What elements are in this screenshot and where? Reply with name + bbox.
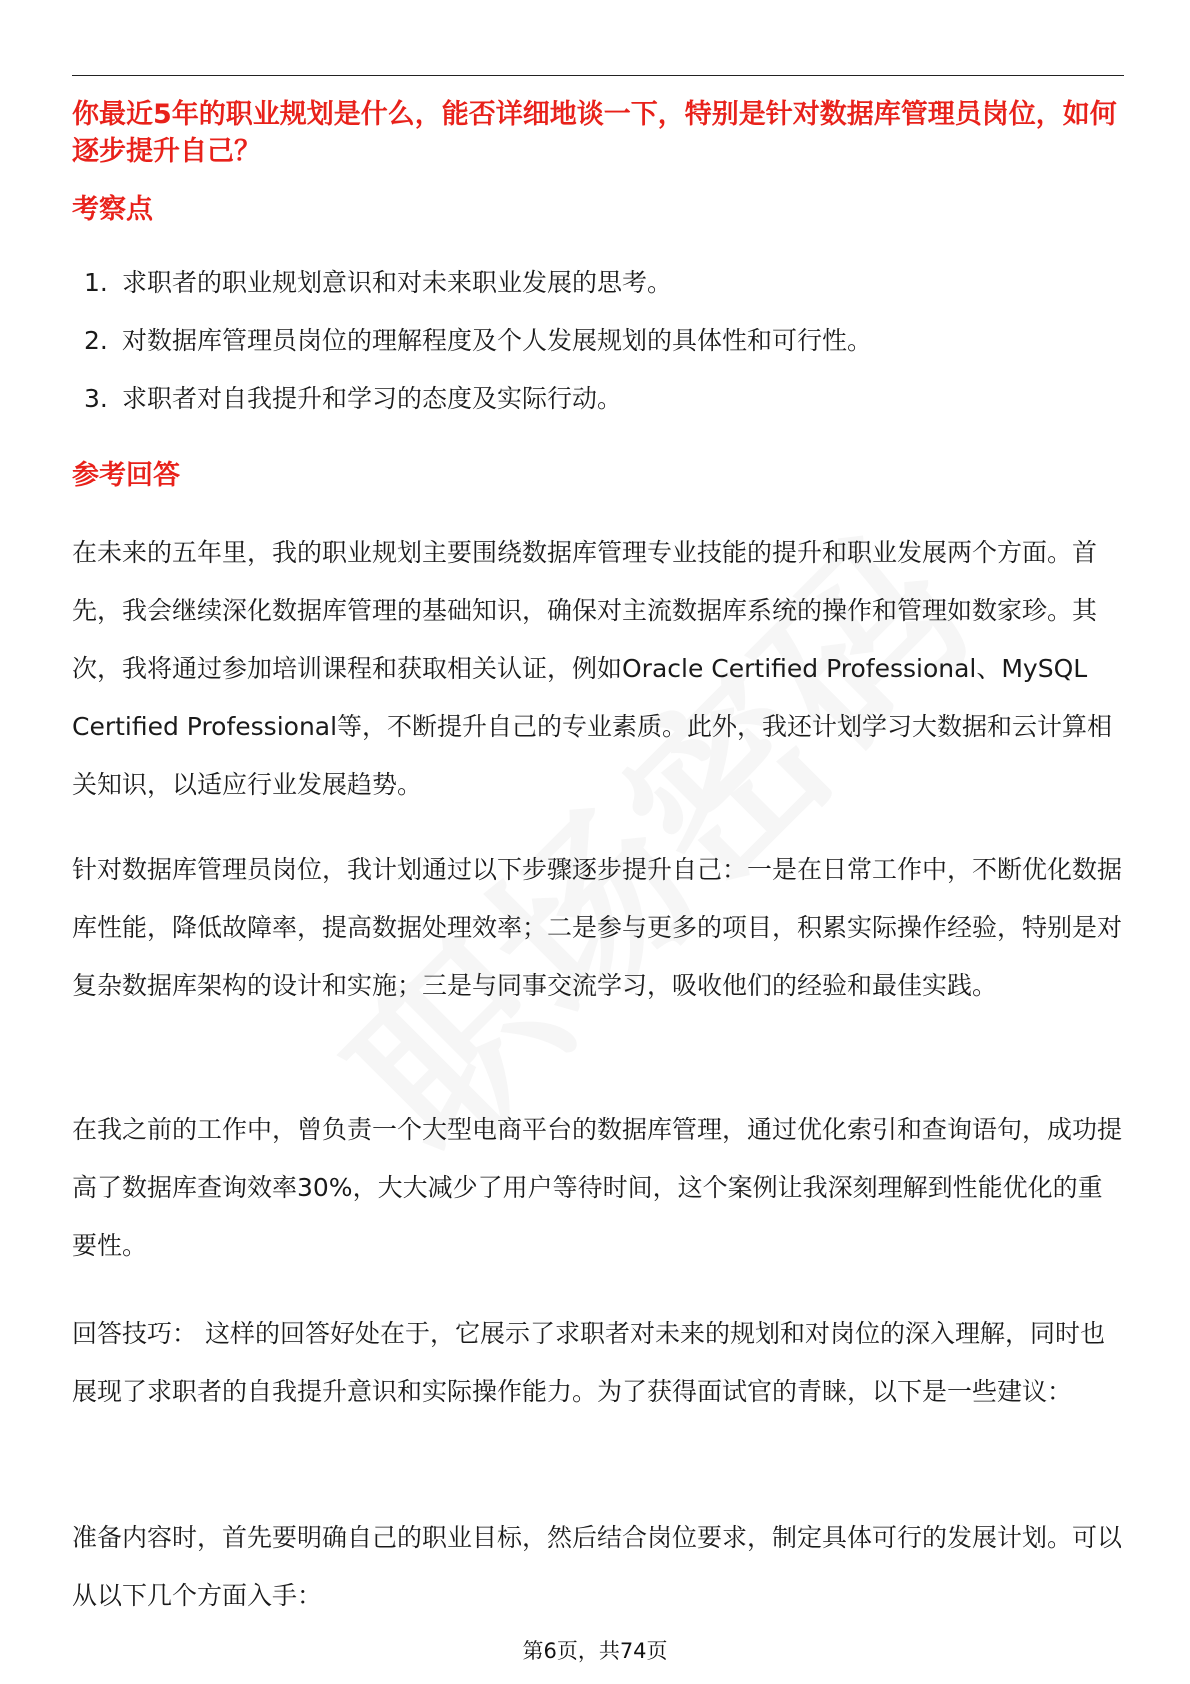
list-text: 求职者的职业规划意识和对未来职业发展的思考。 (122, 268, 673, 297)
page-footer: 第6页，共74页 (522, 1639, 668, 1663)
list-item (84, 266, 872, 324)
top-divider (72, 75, 1124, 76)
preparation-paragraph: 准备内容时，首先要明确自己的职业目标，然后结合岗位要求，制定具体可行的发展计划。可以从以下几个方面入手： (72, 1523, 1123, 1610)
answer-paragraph-1: 在未来的五年里，我的职业规划主要围绕数据库管理专业技能的提升和职业发展两个方面。首先，我会继续深化数据库管理的基础知识，确保对主流数据库系统的操作和管理如数家珍。其次，我将通过参加培训课程和获取相关认证，例如Oracle Certified Professional、MySQL Certified Professional等，不断提升自己的专业素质。此外，我还计划学习大数据和云计算相关知识，以适应行业发展趋势。 (72, 538, 1113, 799)
list-text: 对数据库管理员岗位的理解程度及个人发展规划的具体性和可行性。 (122, 326, 873, 355)
answer-paragraph-3: 在我之前的工作中，曾负责一个大型电商平台的数据库管理，通过优化索引和查询语句，成功提高了数据库查询效率30%，大大减少了用户等待时间，这个案例让我深刻理解到性能优化的重要性。 (72, 1115, 1123, 1260)
examine-points-heading: 考察点 (72, 194, 153, 225)
question-title: 你最近5年的职业规划是什么，能否详细地谈一下，特别是针对数据库管理员岗位，如何逐步提升自己？ (72, 99, 1117, 167)
list-number: 1. (84, 268, 108, 297)
list-item (84, 324, 872, 382)
answer-paragraph-2: 针对数据库管理员岗位，我计划通过以下步骤逐步提升自己：一是在日常工作中，不断优化数据库性能，降低故障率，提高数据处理效率；二是参与更多的项目，积累实际操作经验，特别是对复杂数据库架构的设计和实施；三是与同事交流学习，吸收他们的经验和最佳实践。 (72, 855, 1123, 1000)
list-number: 2. (84, 326, 108, 355)
list-item (84, 382, 872, 440)
answer-tips-paragraph: 回答技巧： 这样的回答好处在于，它展示了求职者对未来的规划和对岗位的深入理解，同时也展现了求职者的自我提升意识和实际操作能力。为了获得面试官的青睐，以下是一些建议： (72, 1319, 1105, 1406)
document-page (72, 0, 1124, 1684)
list-number: 3. (84, 384, 108, 413)
list-text: 求职者对自我提升和学习的态度及实际行动。 (122, 384, 623, 413)
reference-answer-heading: 参考回答 (72, 460, 180, 491)
examine-points-list (84, 266, 872, 440)
